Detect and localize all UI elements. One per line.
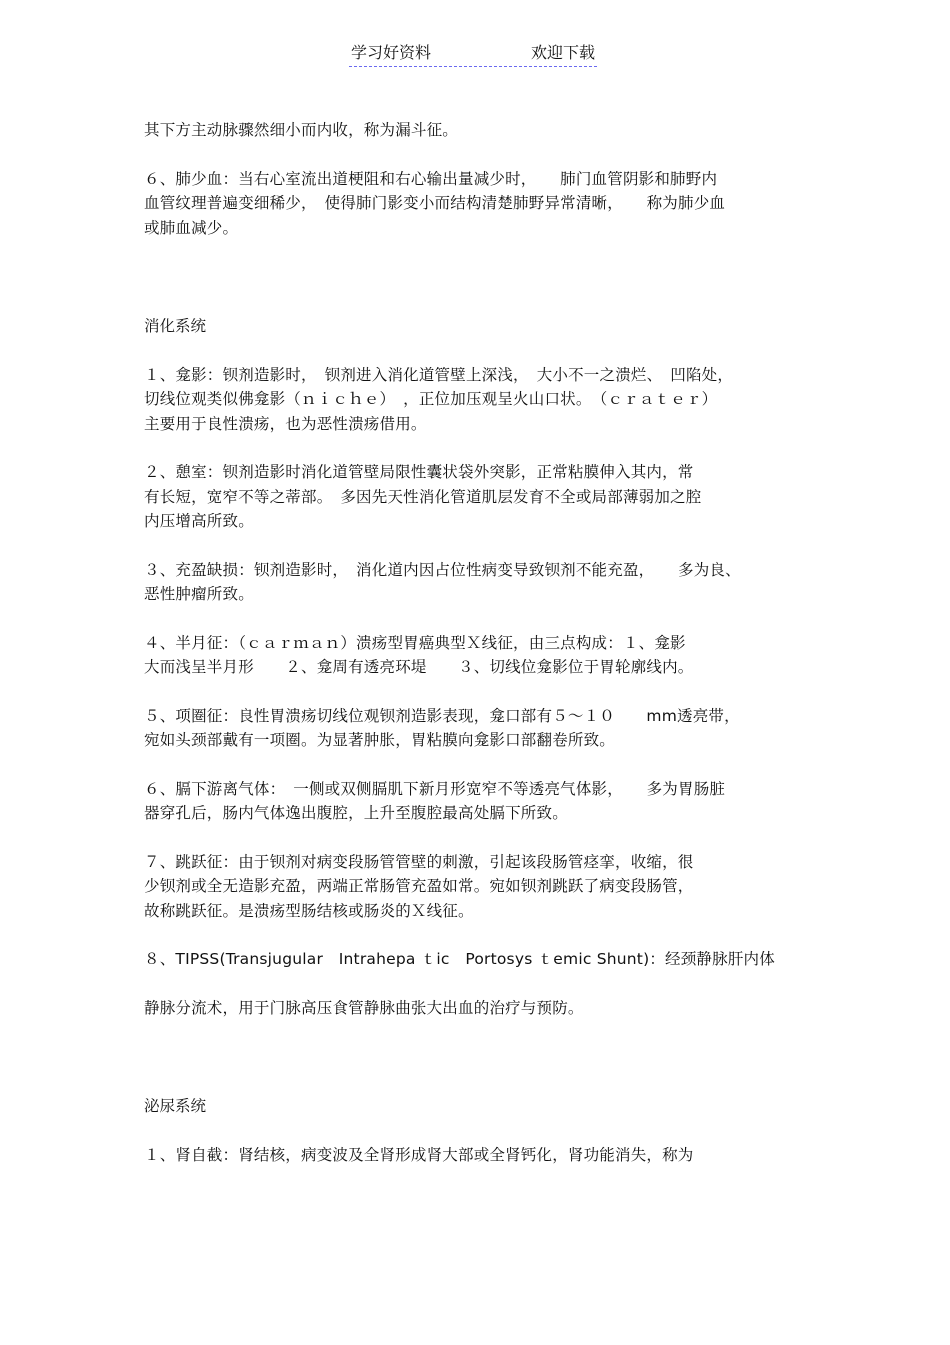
paragraph (144, 363, 806, 437)
text-line: 宛如头颈部戴有一项圈。为显著肿胀，胃粘膜向龛影口部翻卷所致。 (144, 731, 616, 749)
paragraph (144, 118, 806, 143)
section-gap (144, 1020, 806, 1094)
text-line: 恶性肿瘤所致。 (144, 585, 254, 603)
text-line: 内压增高所致。 (144, 512, 254, 530)
paragraph (144, 996, 806, 1021)
paragraph (144, 167, 806, 241)
text-line: 血管纹理普遍变细稀少， 使得肺门影变小而结构清楚肺野异常清晰， 称为肺少血 (144, 194, 726, 212)
text-line: 故称跳跃征。是溃疡型肠结核或肠炎的Ｘ线征。 (144, 901, 474, 920)
text-line: 少钡剂或全无造影充盈，两端正常肠管充盈如常。宛如钡剂跳跃了病变段肠管， (144, 877, 694, 895)
paragraph (144, 947, 806, 972)
text-line: 主要用于良性溃疡，也为恶性溃疡借用。 (144, 414, 427, 433)
text-line: ６、膈下游离气体： 一侧或双侧膈肌下新月形宽窄不等透亮气体影， 多为胃肠脏 (144, 779, 726, 798)
text-line: ４、半月征：（ｃａｒｍａｎ）溃疡型胃癌典型Ｘ线征，由三点构成：１、龛影 (144, 633, 686, 652)
paragraph (144, 704, 806, 753)
paragraph (144, 1143, 806, 1168)
text-line: 器穿孔后，肠内气体逸出腹腔，上升至腹腔最高处膈下所致。 (144, 804, 568, 822)
paragraph-gap (144, 143, 806, 167)
paragraph-gap (144, 534, 806, 558)
paragraph-gap (144, 972, 806, 996)
text-line: 其下方主动脉骤然细小而内收，称为漏斗征。 (144, 121, 459, 139)
text-line: ７、跳跃征：由于钡剂对病变段肠管管壁的刺激，引起该段肠管痉挛，收缩，很 (144, 852, 694, 871)
paragraph-gap (144, 1119, 806, 1143)
header-left-text: 学习好资料 (351, 43, 432, 62)
text-line: 或肺血减少。 (144, 218, 239, 237)
text-line: ３、充盈缺损：钡剂造影时， 消化道内因占位性病变导致钡剂不能充盈， 多为良、 (144, 560, 741, 579)
text-line: ５、项圈征：良性胃溃疡切线位观钡剂造影表现，龛口部有５～１０ mm透亮带， (144, 706, 740, 725)
text-line: 静脉分流术，用于门脉高压食管静脉曲张大出血的治疗与预防。 (144, 998, 584, 1017)
text-line: ６、肺少血：当右心室流出道梗阻和右心输出量减少时， 肺门血管阴影和肺野内 (144, 169, 718, 188)
paragraph (144, 777, 806, 826)
paragraph-gap (144, 339, 806, 363)
text-line: １、龛影：钡剂造影时， 钡剂进入消化道管壁上深浅， 大小不一之溃烂、 凹陷处， (144, 365, 734, 384)
paragraph (144, 850, 806, 924)
paragraph-gap (144, 680, 806, 704)
paragraph-gap (144, 607, 806, 631)
section-gap (144, 240, 806, 314)
section-heading: 泌尿系统 (144, 1097, 207, 1115)
paragraph-gap (144, 436, 806, 460)
page-header (349, 42, 597, 67)
paragraph-gap (144, 826, 806, 850)
text-line: １、肾自截：肾结核，病变波及全肾形成肾大部或全肾钙化，肾功能消失，称为 (144, 1145, 694, 1164)
paragraph-gap (144, 753, 806, 777)
text-line: 切线位观类似佛龛影（ｎｉｃｈｅ） ，正位加压观呈火山口状。 （ｃｒａｔｅｒ） (144, 390, 718, 408)
text-line: 大而浅呈半月形 ２、龛周有透亮环堤 ３、切线位龛影位于胃轮廓线内。 (144, 658, 694, 676)
paragraph (144, 558, 806, 607)
paragraph-gap (144, 923, 806, 947)
text-line: ２、憩室：钡剂造影时消化道管壁局限性囊状袋外突影，正常粘膜伸入其内，常 (144, 463, 694, 481)
paragraph (144, 631, 806, 680)
section-heading: 消化系统 (144, 317, 207, 335)
header-right-text: 欢迎下载 (530, 43, 595, 62)
paragraph (144, 460, 806, 534)
document-body (144, 118, 806, 1167)
text-line: ８、TIPSS(Transjugular Intrahepa ｔic Portosys ｔemic Shunt)：经颈静脉肝内体 (144, 950, 775, 968)
text-line: 有长短，宽窄不等之蒂部。 多因先天性消化管道肌层发育不全或局部薄弱加之腔 (144, 487, 702, 506)
